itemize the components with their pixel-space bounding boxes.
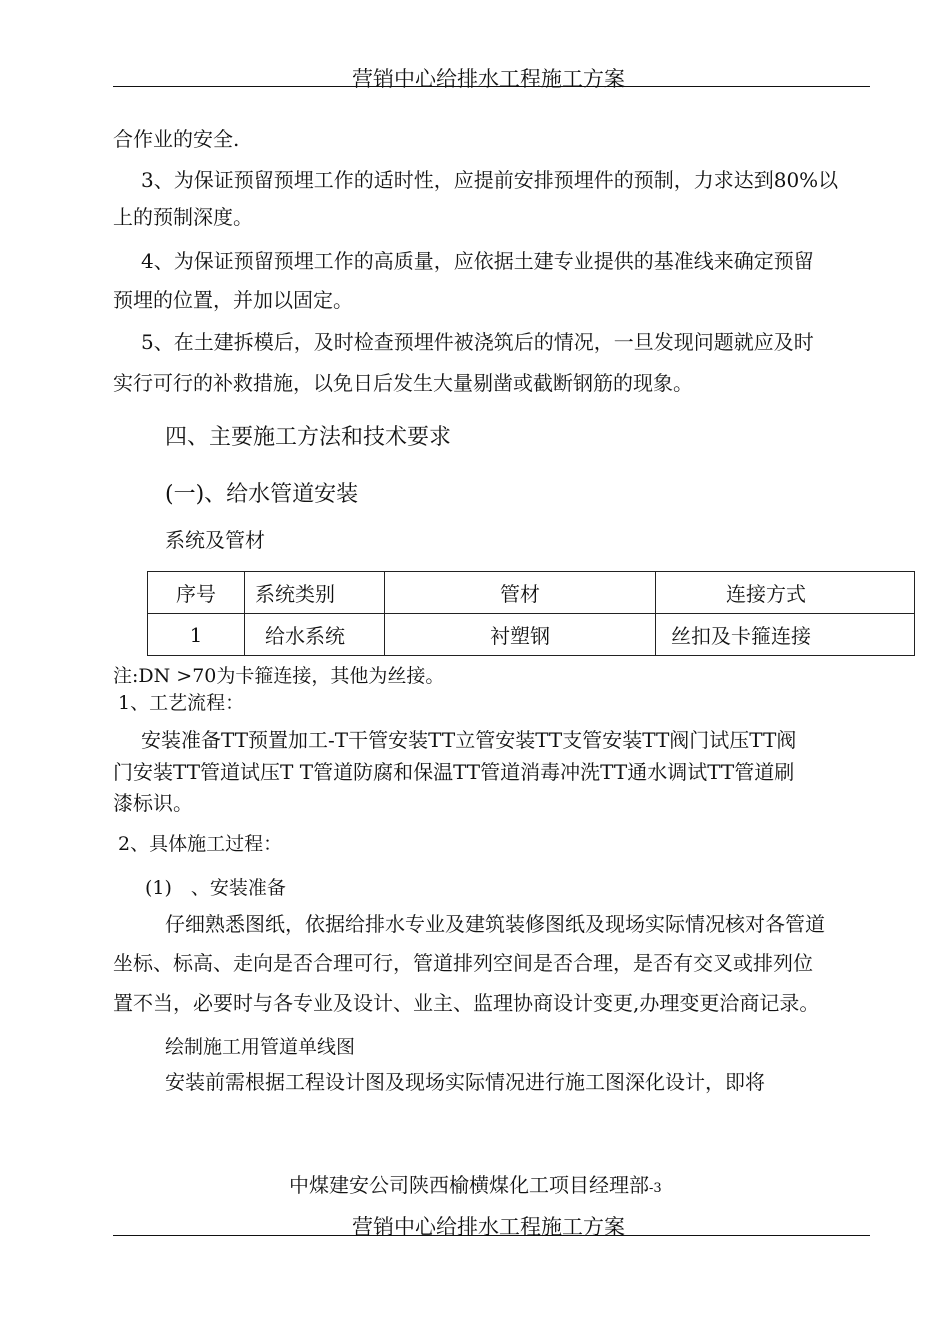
table-header-row	[148, 572, 915, 614]
paragraph-4-line-1: 4、为保证预留预埋工作的高质量，应依据土建专业提供的基准线来确定预留	[141, 249, 814, 273]
table-header-cell: 管材	[385, 572, 656, 614]
pipe-spec-table	[147, 571, 915, 656]
section-heading-4: 四、主要施工方法和技术要求	[165, 425, 452, 450]
prep-subheading: (1) 、安装准备	[145, 877, 286, 899]
footer-company: 中煤建安公司陕西榆横煤化工项目经理部	[289, 1173, 649, 1197]
paragraph-3-line-1: 3、为保证预留预埋工作的适时性，应提前安排预埋件的预制，力求达到80%以	[141, 168, 839, 192]
table-cell: 给水系统	[245, 614, 385, 656]
step-1-title: 1、工艺流程：	[118, 692, 245, 714]
paragraph-continuation: 合作业的安全.	[113, 127, 240, 151]
footer-page-number: -3	[649, 1181, 662, 1196]
table-cell: 衬塑钢	[385, 614, 656, 656]
table-note: 注:DN >70为卡箍连接，其他为丝接。	[113, 665, 445, 687]
paragraph-4-line-2: 预埋的位置，并加以固定。	[113, 288, 353, 312]
step-2-title: 2、具体施工过程：	[118, 833, 283, 855]
header-rule	[113, 86, 870, 87]
subsection-heading-water-supply: (一)、给水管道安装	[165, 482, 359, 507]
paragraph-3-line-2: 上的预制深度。	[113, 205, 253, 229]
table-cell: 1	[148, 614, 245, 656]
prep-paragraph-line-1: 仔细熟悉图纸，依据给排水专业及建筑装修图纸及现场实际情况核对各管道	[165, 912, 825, 936]
table-cell: 丝扣及卡箍连接	[656, 614, 915, 656]
prep-paragraph-line-3: 置不当，必要时与各专业及设计、业主、监理协商设计变更,办理变更洽商记录。	[113, 991, 820, 1015]
page-header-title: 营销中心给排水工程施工方案	[352, 67, 625, 91]
table-row	[148, 614, 915, 656]
table-header-cell: 连接方式	[656, 572, 915, 614]
next-header-rule	[113, 1235, 870, 1236]
next-page-header-title: 营销中心给排水工程施工方案	[352, 1215, 625, 1239]
process-flow-line-1: 安装准备TT预置加工-T干管安装TT立管安装TT支管安装TT阀门试压TT阀	[141, 728, 797, 752]
drawing-paragraph-line-1: 安装前需根据工程设计图及现场实际情况进行施工图深化设计，即将	[165, 1070, 765, 1094]
paragraph-5-line-1: 5、在土建拆模后，及时检查预埋件被浇筑后的情况，一旦发现问题就应及时	[141, 330, 814, 354]
prep-paragraph-line-2: 坐标、标高、走向是否合理可行，管道排列空间是否合理，是否有交叉或排列位	[113, 951, 813, 975]
table-header-cell: 序号	[148, 572, 245, 614]
table-header-cell: 系统类别	[245, 572, 385, 614]
table-caption: 系统及管材	[165, 528, 265, 552]
process-flow-line-2: 门安装TT管道试压T T管道防腐和保温TT管道消毒冲洗TT通水调试TT管道刷	[113, 760, 795, 784]
paragraph-5-line-2: 实行可行的补救措施，以免日后发生大量剔凿或截断钢筋的现象。	[113, 371, 693, 395]
drawing-subtitle: 绘制施工用管道单线图	[165, 1036, 356, 1058]
page-footer	[289, 1169, 662, 1198]
process-flow-line-3: 漆标识。	[113, 791, 193, 815]
